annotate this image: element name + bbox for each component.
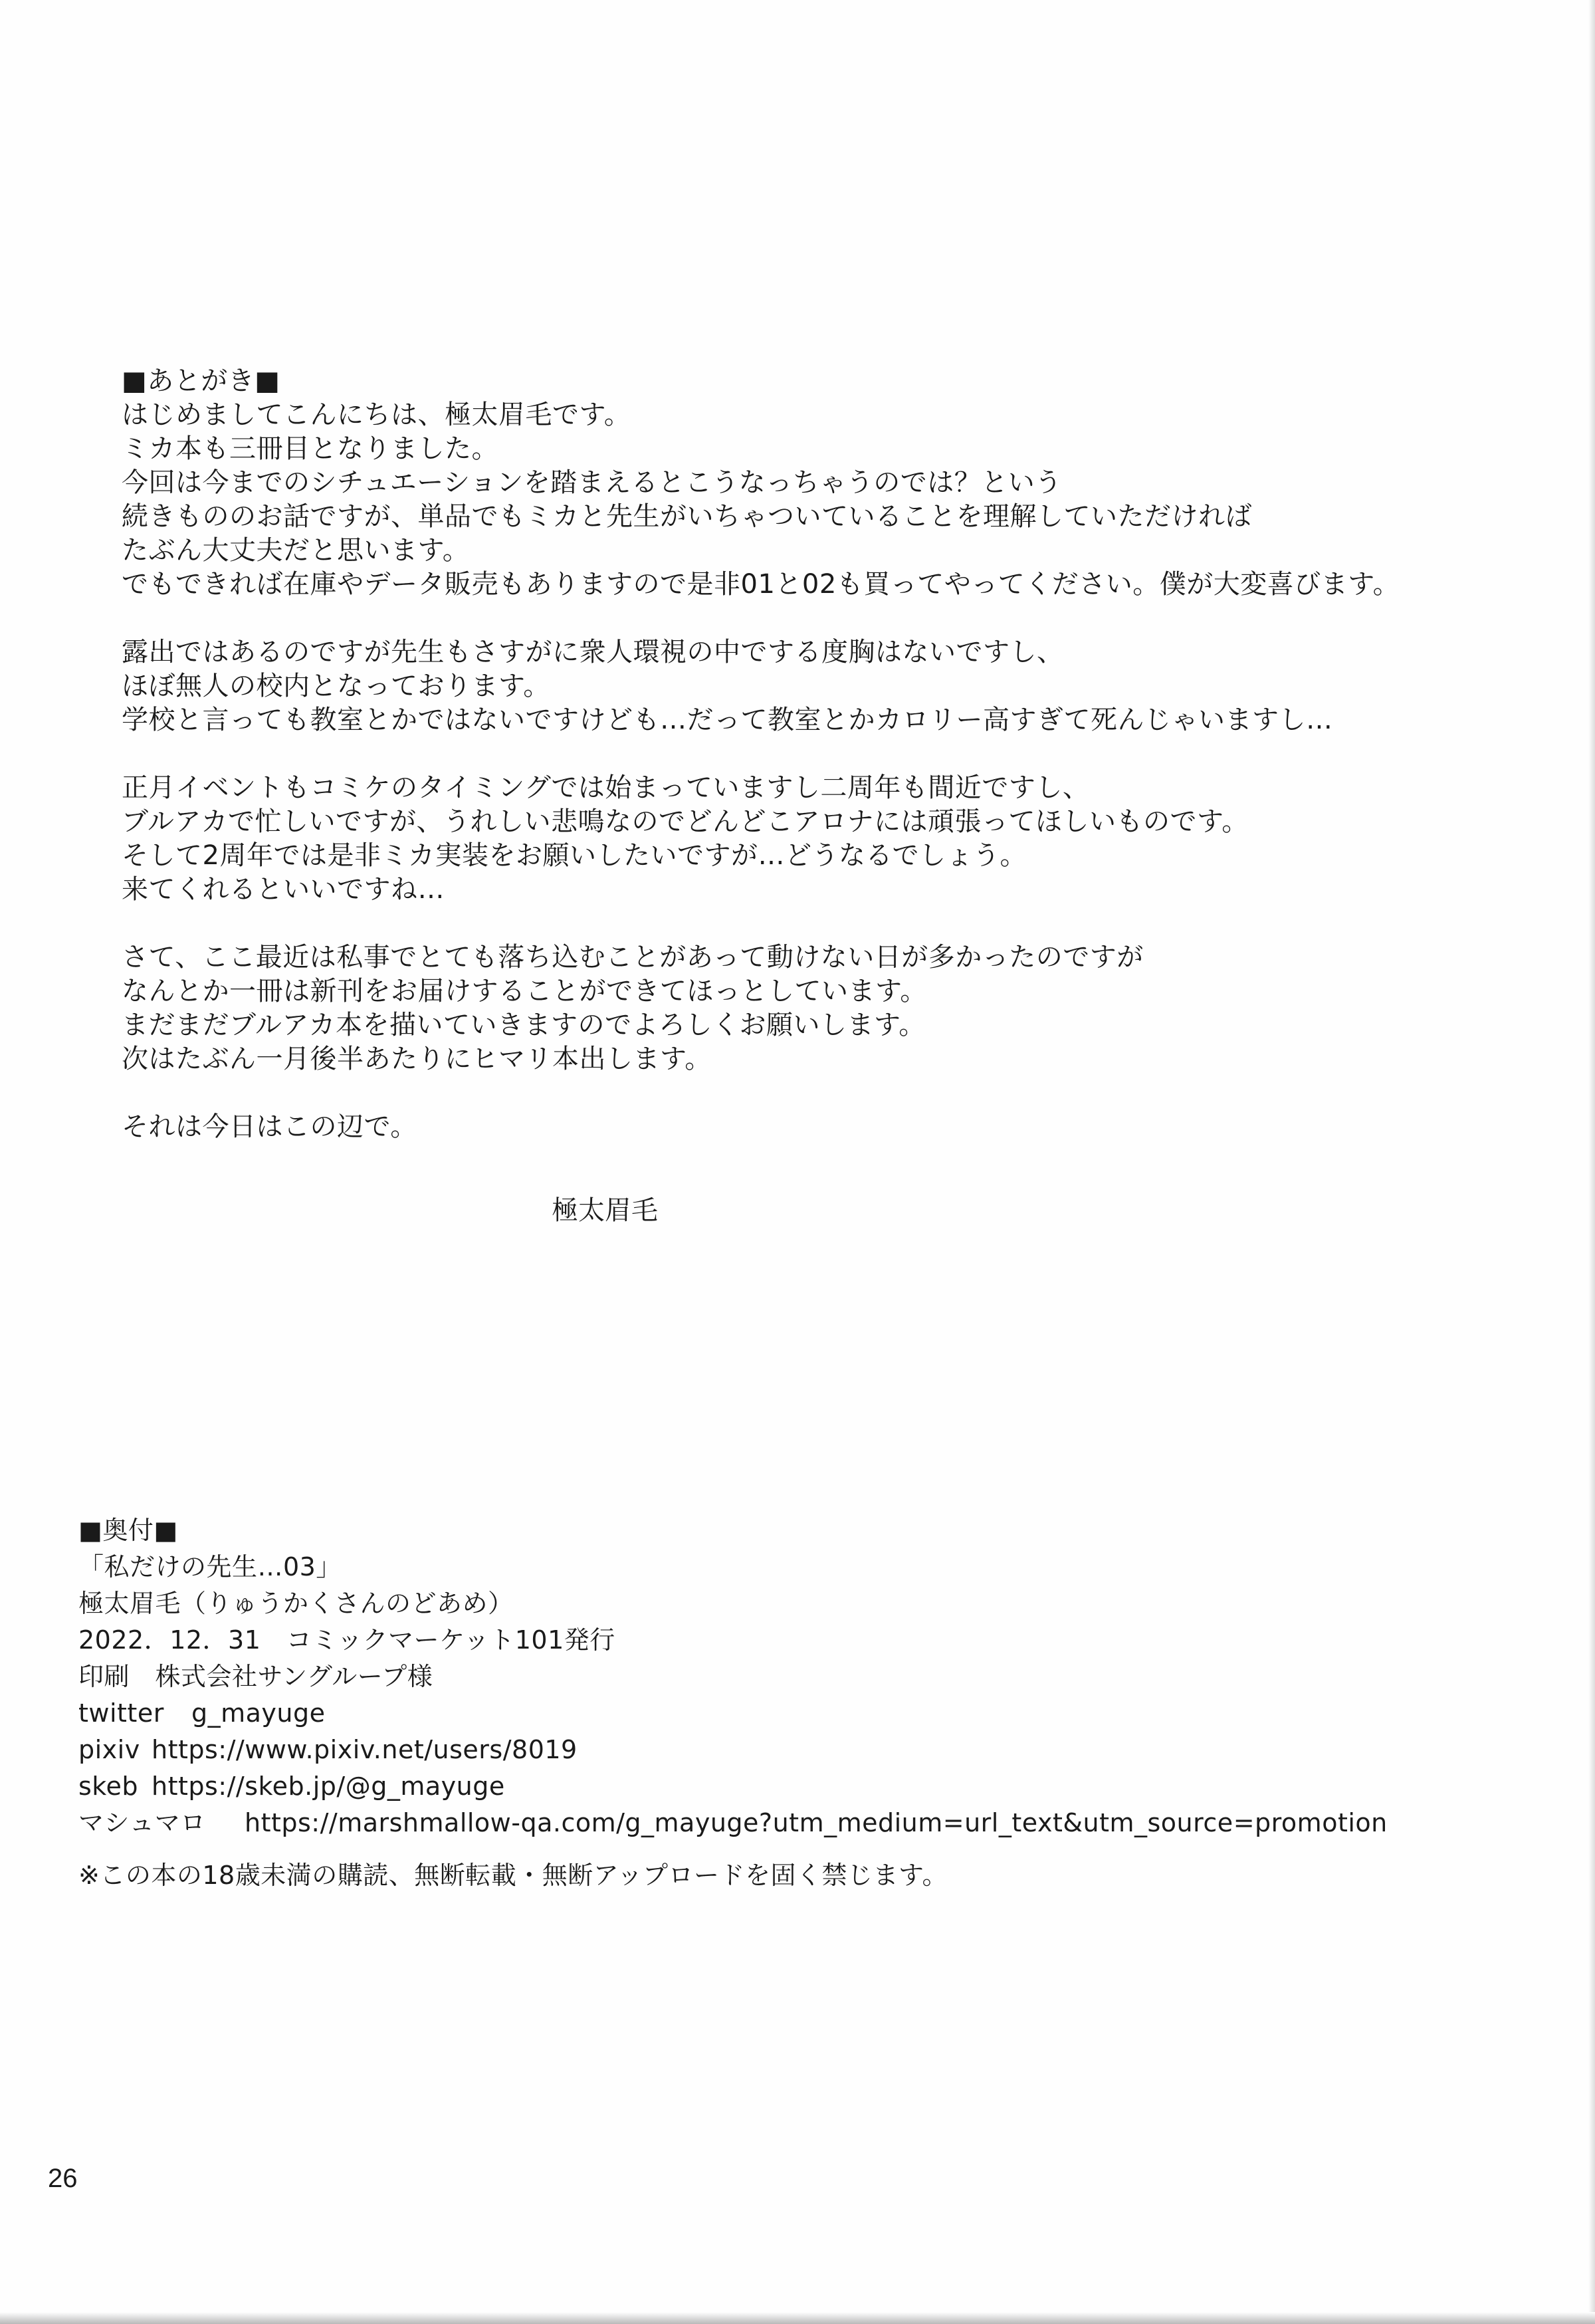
page-number: 26 (48, 2164, 78, 2193)
paragraph-spacer (122, 737, 1550, 771)
scan-edge-right (1588, 0, 1595, 2324)
release-info: 2022．12．31 コミックマーケット101発行 (78, 1625, 615, 1655)
text-line: なんとか一冊は新刊をお届けすることができてほっとしています。 (122, 976, 927, 1006)
text-line: 学校と言っても教室とかではないですけども…だって教室とかカロリー高すぎて死んじゃいますし… (122, 705, 1333, 735)
skeb-row (78, 1768, 1541, 1805)
text-line: 露出ではあるのですが先生もさすがに衆人環視の中でする度胸はないですし、 (122, 637, 1064, 667)
pixiv-label: pixiv (78, 1735, 140, 1764)
text-line: ほぼ無人の校内となっております。 (122, 671, 550, 701)
author-signature: 極太眉毛 (552, 1195, 658, 1226)
afterword-section (122, 364, 1550, 1144)
text-line: でもできれば在庫やデータ販売もありますので是非01と02も買ってやってください。僕が大変喜びます。 (122, 569, 1400, 600)
text-line: それは今日はこの辺で。 (122, 1111, 417, 1142)
age-restriction-notice: ※この本の18歳未満の購読、無断転載・無断アップロードを固く禁じます。 (78, 1861, 948, 1890)
paragraph-spacer (122, 602, 1550, 636)
colophon-section (78, 1512, 1541, 1894)
skeb-label: skeb (78, 1772, 138, 1801)
text-line: 続きもののお話ですが、単品でもミカと先生がいちゃついていることを理解していただければ (122, 501, 1252, 532)
paragraph-spacer (122, 1076, 1550, 1110)
twitter-handle: g_mayuge (191, 1698, 326, 1728)
author-circle: 極太眉毛（りゅうかくさんのどあめ） (78, 1589, 514, 1618)
afterword-heading: ■あとがき■ (122, 366, 280, 396)
book-title: 「私だけの先生…03」 (78, 1552, 342, 1581)
text-line: 次はたぶん一月後半あたりにヒマリ本出します。 (122, 1044, 712, 1074)
pixiv-url: https://www.pixiv.net/users/8019 (152, 1735, 578, 1764)
skeb-url: https://skeb.jp/@g_mayuge (152, 1772, 505, 1801)
marshmallow-row (78, 1805, 1541, 1841)
afterword-paragraph (122, 771, 1550, 907)
text-line: ミカ本も三冊目となりました。 (122, 433, 498, 464)
pixiv-row (78, 1732, 1541, 1768)
afterword-paragraph (122, 636, 1550, 737)
text-line: そして2周年では是非ミカ実装をお願いしたいですが…どうなるでしょう。 (122, 840, 1027, 871)
twitter-row (78, 1695, 1541, 1732)
text-line: 今回は今までのシチュエーションを踏まえるとこうなっちゃうのでは？という (122, 467, 1062, 498)
text-line: ブルアカで忙しいですが、うれしい悲鳴なのでどんどこアロナには頑張ってほしいものです。 (122, 806, 1249, 837)
afterword-paragraph (122, 398, 1550, 602)
text-line: まだまだブルアカ本を描いていきますのでよろしくお願いします。 (122, 1010, 926, 1040)
scan-edge-bottom (0, 2312, 1595, 2324)
text-line: さて、ここ最近は私事でとても落ち込むことがあって動けない日が多かったのですが (122, 942, 1144, 973)
text-line: たぶん大丈夫だと思います。 (122, 535, 470, 566)
afterword-paragraph (122, 941, 1550, 1076)
colophon-heading: ■奥付■ (78, 1516, 178, 1545)
marshmallow-label: マシュマロ (78, 1808, 206, 1837)
paragraph-spacer (122, 907, 1550, 941)
text-line: 来てくれるといいですね… (122, 874, 445, 905)
printer-info: 印刷 株式会社サングループ様 (78, 1662, 433, 1691)
afterword-paragraph (122, 1110, 1550, 1144)
twitter-label: twitter (78, 1698, 164, 1728)
marshmallow-url: https://marshmallow-qa.com/g_mayuge?utm_medium=url_text&utm_source=promotion (245, 1808, 1388, 1837)
text-line: 正月イベントもコミケのタイミングでは始まっていますし二周年も間近ですし、 (122, 772, 1090, 803)
text-line: はじめましてこんにちは、極太眉毛です。 (122, 400, 631, 430)
